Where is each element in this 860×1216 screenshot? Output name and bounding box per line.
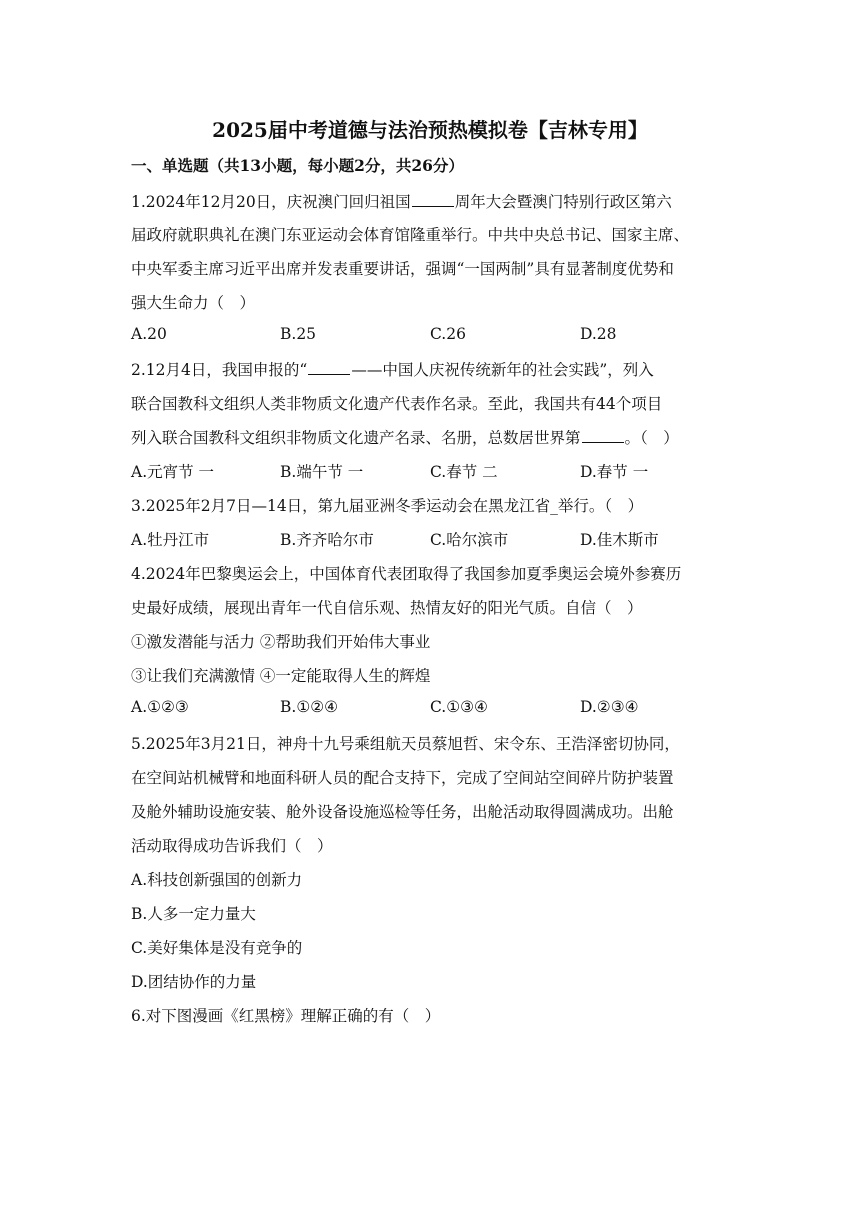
question-5-line-3: 及舱外辅助设施安装、舱外设备设施巡检等任务，出舱活动取得圆满成功。出舱 (131, 803, 674, 821)
question-2-option-a: A.元宵节 一 (131, 463, 215, 481)
question-5-option-c: C.美好集体是没有竞争的 (131, 939, 303, 957)
question-5-option-d: D.团结协作的力量 (131, 973, 257, 991)
question-4-option-d: D.②③④ (580, 698, 639, 716)
question-5-line-1: 5.2025年3月21日，神舟十九号乘组航天员蔡旭哲、宋令东、王浩泽密切协同， (131, 735, 680, 753)
question-4-option-b: B.①②④ (280, 698, 339, 716)
question-4-option-c: C.①③④ (430, 698, 488, 716)
question-1-line-2: 届政府就职典礼在澳门东亚运动会体育馆隆重举行。中共中央总书记、国家主席、 (131, 226, 690, 244)
question-3-option-b: B.齐齐哈尔市 (280, 531, 374, 549)
question-5-option-b: B.人多一定力量大 (131, 905, 256, 923)
question-2-option-c: C.春节 二 (430, 463, 498, 481)
question-4-statements-2: ③让我们充满激情 ④一定能取得人生的辉煌 (131, 667, 431, 685)
question-5-line-4: 活动取得成功告诉我们（ ） (131, 837, 333, 855)
answer-blank (412, 192, 454, 207)
question-6-line-1: 6.对下图漫画《红黑榜》理解正确的有（ ） (131, 1007, 441, 1025)
question-4-line-2: 史最好成绩，展现出青年一代自信乐观、热情友好的阳光气质。自信（ ） (131, 599, 643, 617)
question-4-option-a: A.①②③ (131, 698, 189, 716)
question-1-option-a: A.20 (131, 325, 167, 343)
answer-blank (308, 360, 350, 375)
question-2-line-1: 2.12月4日，我国申报的“ ——中国人庆祝传统新年的社会实践”，列入 (131, 361, 654, 379)
question-3-line-1: 3.2025年2月7日—14日，第九届亚洲冬季运动会在黑龙江省_举行。（ ） (131, 497, 644, 515)
question-1-line-3: 中央军委主席习近平出席并发表重要讲话，强调“一国两制”具有显著制度优势和 (131, 260, 674, 278)
question-1-option-c: C.26 (430, 325, 466, 343)
question-1-option-d: D.28 (580, 325, 617, 343)
exam-title: 2025届中考道德与法治预热模拟卷【吉林专用】 (212, 118, 648, 142)
question-2-option-d: D.春节 一 (580, 463, 649, 481)
question-2-line-2: 联合国教科文组织人类非物质文化遗产代表作名录。至此，我国共有44个项目 (131, 395, 663, 413)
question-1-option-b: B.25 (280, 325, 317, 343)
question-5-option-a: A.科技创新强国的创新力 (131, 871, 303, 889)
question-4-statements-1: ①激发潜能与活力 ②帮助我们开始伟大事业 (131, 633, 431, 651)
question-3-option-d: D.佳木斯市 (580, 531, 659, 549)
question-4-line-1: 4.2024年巴黎奥运会上，中国体育代表团取得了我国参加夏季奥运会境外参赛历 (131, 565, 682, 583)
question-3-option-c: C.哈尔滨市 (430, 531, 509, 549)
answer-blank (582, 428, 624, 443)
question-2-option-b: B.端午节 一 (280, 463, 364, 481)
question-1-line-4: 强大生命力（ ） (131, 294, 256, 312)
question-2-line-3: 列入联合国教科文组织非物质文化遗产名录、名册，总数居世界第 。（ ） (131, 429, 679, 447)
question-3-option-a: A.牡丹江市 (131, 531, 210, 549)
question-1-line-1: 1.2024年12月20日，庆祝澳门回归祖国 周年大会暨澳门特别行政区第六 (131, 193, 672, 211)
question-5-line-2: 在空间站机械臂和地面科研人员的配合支持下，完成了空间站空间碎片防护装置 (131, 769, 674, 787)
section-heading: 一、单选题（共13小题，每小题2分，共26分） (131, 156, 464, 175)
